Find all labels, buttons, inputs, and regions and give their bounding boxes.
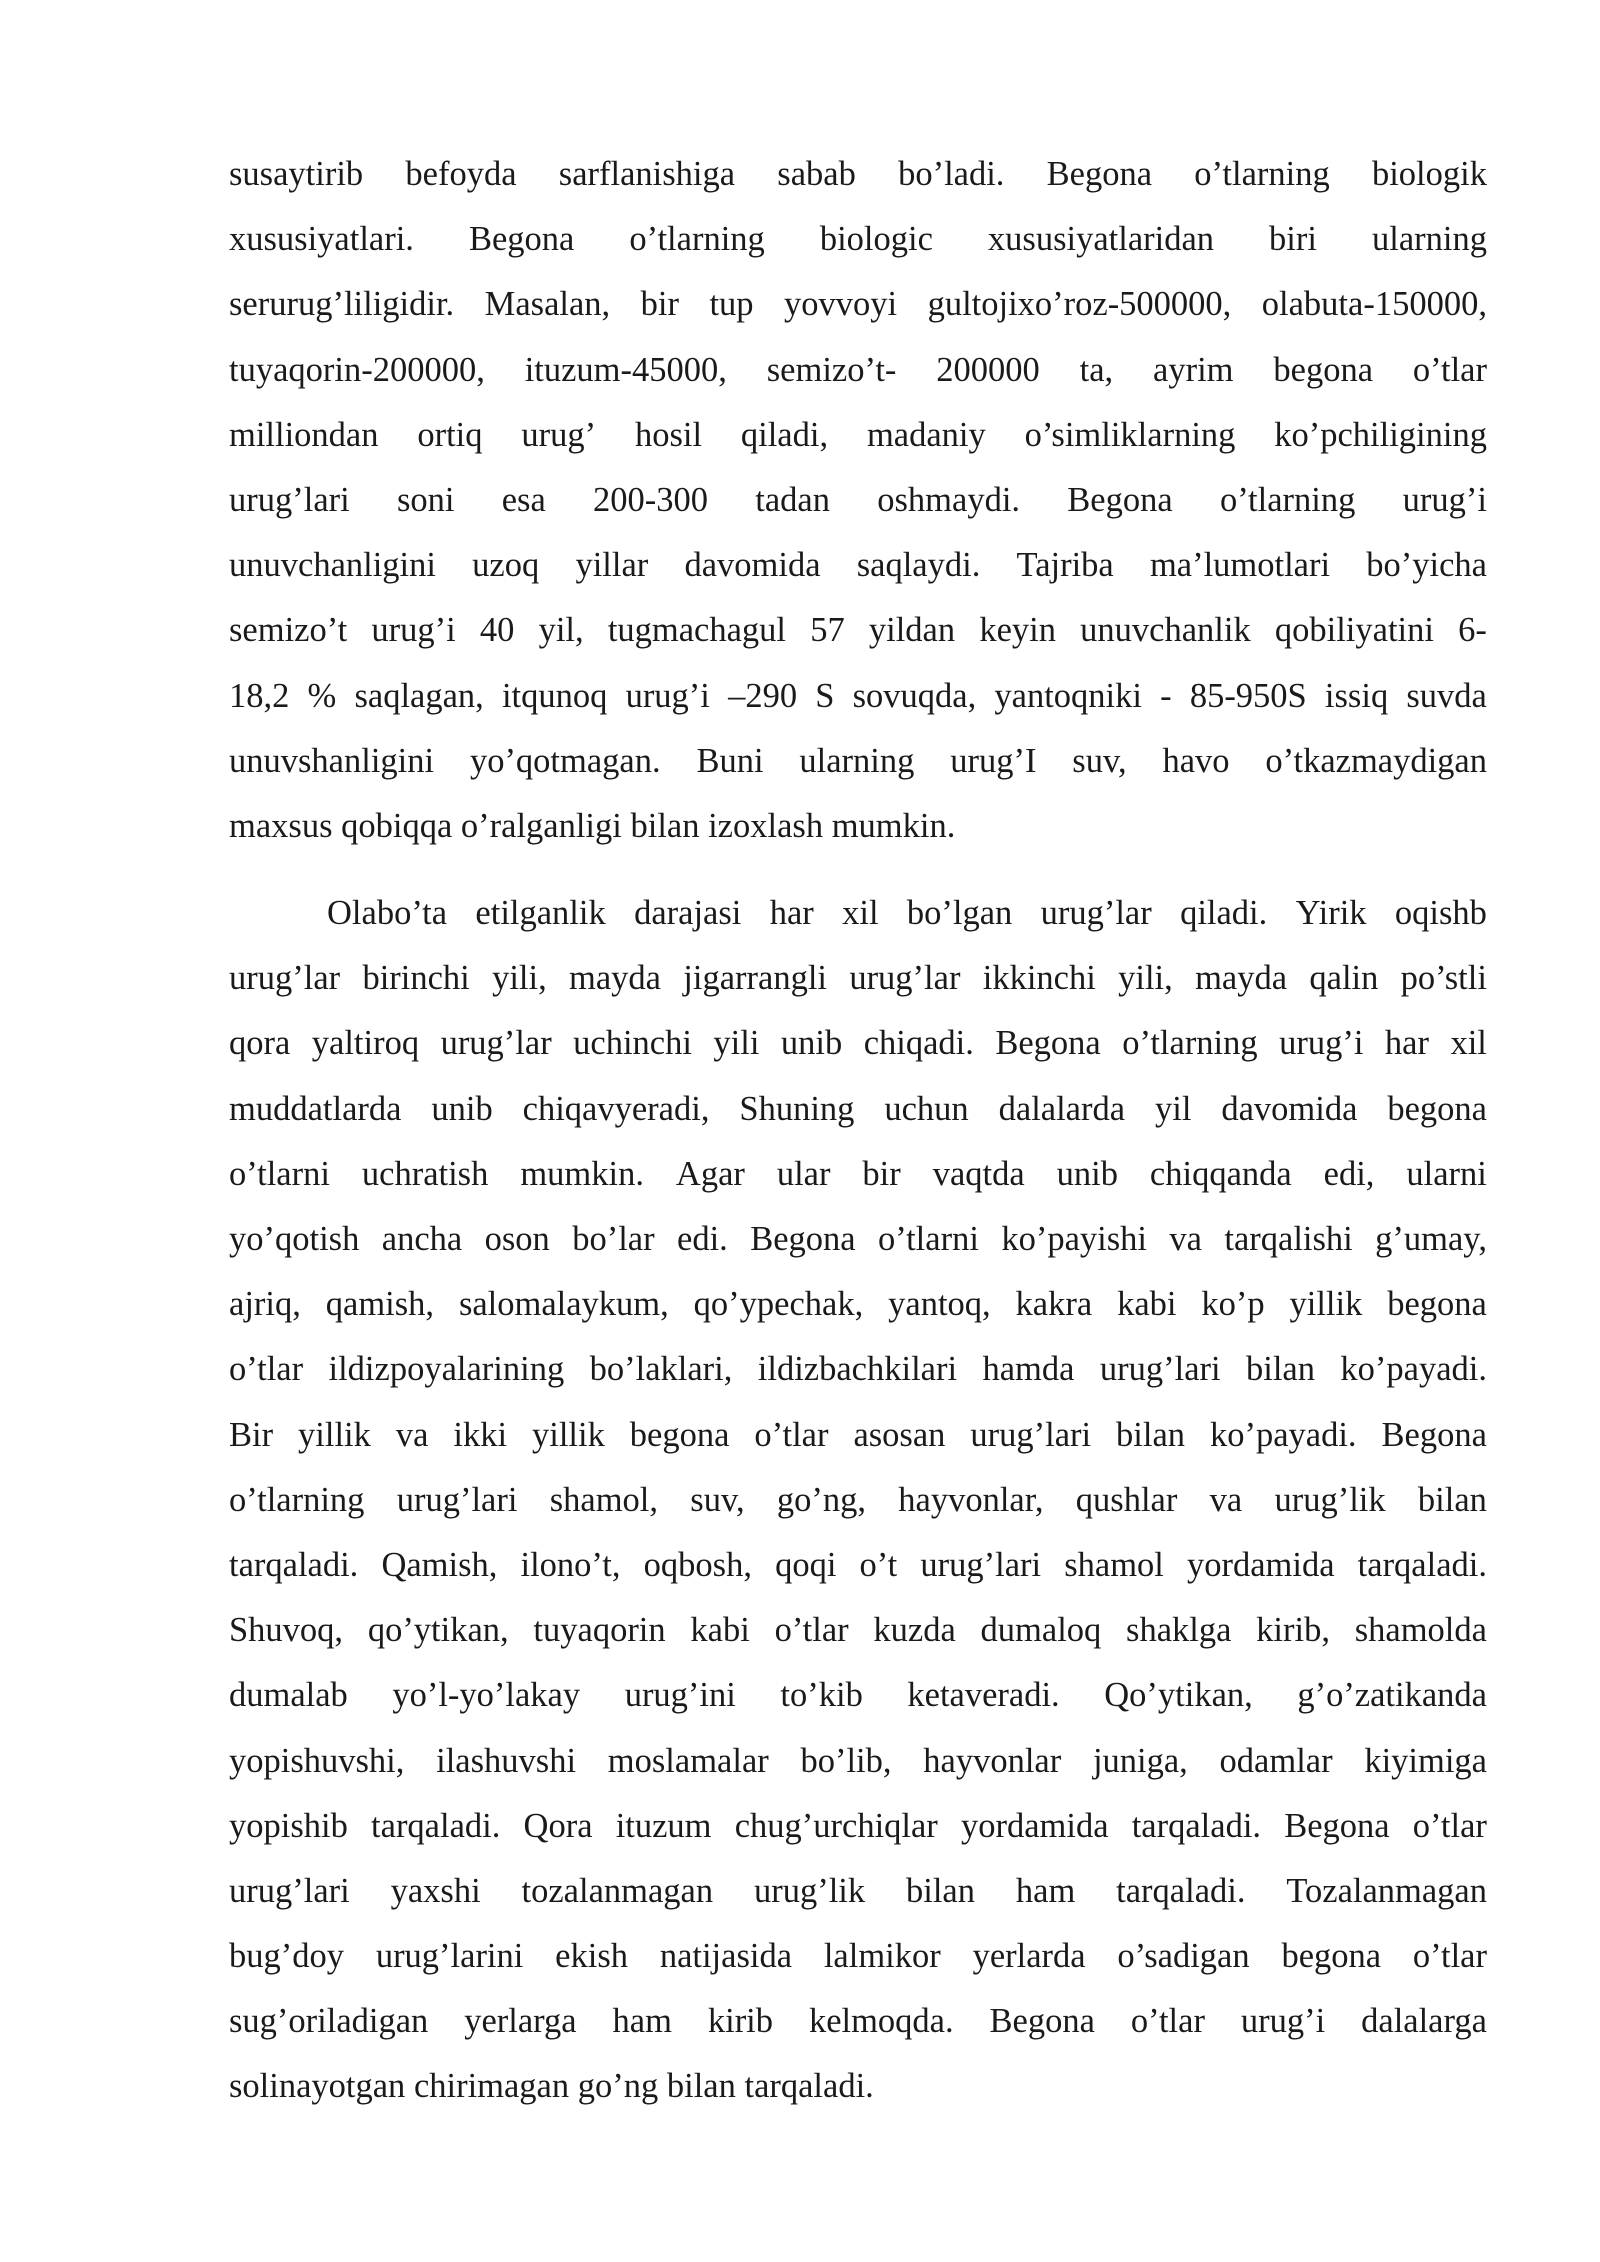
text-line: urug’lari yaxshi tozalanmagan urug’lik bilan ham tarqaladi. Tozalanmagan xyxy=(229,1871,1487,1910)
text-line: dumalab yo’l-yo’lakay urug’ini to’kib ketaveradi. Qo’ytikan, g’o’zatikanda xyxy=(229,1676,1487,1715)
text-line: serurug’liligidir. Masalan, bir tup yovvoyi gultojixo’roz-500000, olabuta-150000, xyxy=(229,285,1487,324)
text-line: qora yaltiroq urug’lar uchinchi yili unib chiqadi. Begona o’tlarning urug’i har xil xyxy=(229,1024,1487,1063)
text-line: o’tlar ildizpoyalarining bo’laklari, ildizbachkilari hamda urug’lari bilan ko’payadi. xyxy=(229,1350,1487,1389)
text-line: susaytirib befoyda sarflanishiga sabab bo’ladi. Begona o’tlarning biologik xyxy=(229,155,1487,193)
text-line: sug’oriladigan yerlarga ham kirib kelmoqda. Begona o’tlar urug’i dalalarga xyxy=(229,2002,1487,2041)
text-line: urug’lari soni esa 200-300 tadan oshmaydi. Begona o’tlarning urug’i xyxy=(229,480,1487,519)
text-line: maxsus qobiqqa o’ralganligi bilan izoxlash mumkin. xyxy=(229,806,956,845)
text-line: muddatlarda unib chiqavyeradi, Shuning uchun dalalarda yil davomida begona xyxy=(229,1089,1487,1128)
text-line: urug’lar birinchi yili, mayda jigarrangli urug’lar ikkinchi yili, mayda qalin po’stli xyxy=(229,959,1487,998)
text-line: yopishib tarqaladi. Qora ituzum chug’urchiqlar yordamida tarqaladi. Begona o’tlar xyxy=(229,1806,1487,1845)
text-line: ajriq, qamish, salomalaykum, qo’ypechak, yantoq, kakra kabi ko’p yillik begona xyxy=(229,1285,1487,1324)
text-line: Olabo’ta etilganlik darajasi har xil bo’lgan urug’lar qiladi. Yirik oqishb xyxy=(327,894,1487,933)
text-line: unuvshanligini yo’qotmagan. Buni ularning urug’I suv, havo o’tkazmaydigan xyxy=(229,741,1487,780)
paragraph-biological-traits xyxy=(229,142,1487,859)
document-body xyxy=(229,142,1487,2120)
text-line: tarqaladi. Qamish, ilono’t, oqbosh, qoqi o’t urug’lari shamol yordamida tarqaladi. xyxy=(229,1545,1487,1584)
text-line: tuyaqorin-200000, ituzum-45000, semizo’t- 200000 ta, ayrim begona o’tlar xyxy=(229,350,1487,389)
text-line: xususiyatlari. Begona o’tlarning biologic xususiyatlaridan biri ularning xyxy=(229,220,1487,259)
text-line: 18,2 % saqlagan, itqunoq urug’i –290 S sovuqda, yantoqniki - 85-950S issiq suvda xyxy=(229,676,1487,715)
text-line: semizo’t urug’i 40 yil, tugmachagul 57 yildan keyin unuvchanlik qobiliyatini 6- xyxy=(229,611,1487,650)
text-line: solinayotgan chirimagan go’ng bilan tarqaladi. xyxy=(229,2067,874,2106)
text-line: yo’qotish ancha oson bo’lar edi. Begona o’tlarni ko’payishi va tarqalishi g’umay, xyxy=(229,1220,1487,1258)
text-line: bug’doy urug’larini ekish natijasida lalmikor yerlarda o’sadigan begona o’tlar xyxy=(229,1937,1487,1976)
text-line: Bir yillik va ikki yillik begona o’tlar asosan urug’lari bilan ko’payadi. Begona xyxy=(229,1415,1487,1454)
text-line: o’tlarni uchratish mumkin. Agar ular bir vaqtda unib chiqqanda edi, ularni xyxy=(229,1154,1487,1193)
text-line: unuvchanligini uzoq yillar davomida saqlaydi. Tajriba ma’lumotlari bo’yicha xyxy=(229,546,1487,585)
text-line: Shuvoq, qo’ytikan, tuyaqorin kabi o’tlar kuzda dumaloq shaklga kirib, shamolda xyxy=(229,1611,1487,1650)
text-line: yopishuvshi, ilashuvshi moslamalar bo’lib, hayvonlar juniga, odamlar kiyimiga xyxy=(229,1741,1487,1780)
text-line: milliondan ortiq urug’ hosil qiladi, madaniy o’simliklarning ko’pchiligining xyxy=(229,415,1487,454)
text-line: o’tlarning urug’lari shamol, suv, go’ng, hayvonlar, qushlar va urug’lik bilan xyxy=(229,1480,1487,1519)
paragraph-seed-spread xyxy=(229,881,1487,2120)
